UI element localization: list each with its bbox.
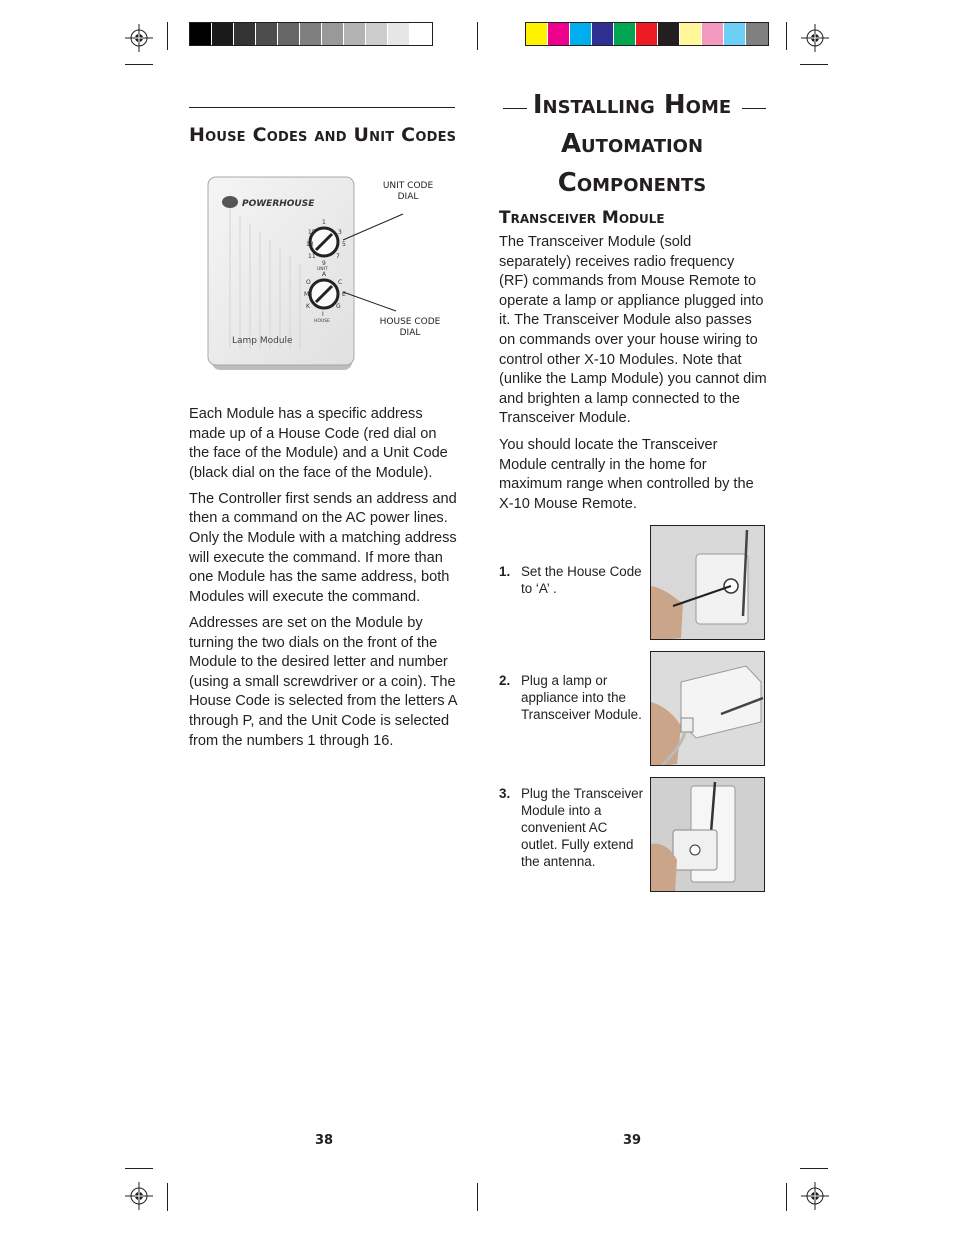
color-swatch [344,23,366,45]
color-swatch [614,23,636,45]
process-color-bar [525,22,769,46]
svg-text:G: G [336,303,341,310]
photo-plug-outlet [650,777,765,892]
svg-text:K: K [306,303,310,310]
color-swatch [724,23,746,45]
photo-set-house-code [650,525,765,640]
registration-mark-icon [125,24,153,52]
section-heading: Transceiver Module [499,208,665,228]
title-line: Installing Home [532,90,732,120]
step-item [499,785,647,870]
svg-text:E: E [342,291,346,298]
paragraph: Addresses are set on the Module by turning the two dials on the front of the Module to the desired letter and number (using a small screwdriver or a coin). The House Code is selected from the letters A through P, and the Unit Code is selected from the numbers 1 through 16. [189,614,457,749]
step-text: Plug the Transceiver Module into a convenient AC outlet. Fully extend the antenna. [521,786,644,869]
svg-text:7: 7 [336,253,340,260]
grayscale-color-bar [189,22,433,46]
step-number: 2. [499,673,511,688]
paragraph: The Controller first sends an address and then a command on the AC power lines. Only the Module with a matching address will execute the command. If more than one Module has the same address, both Modules will execute the command. [189,490,457,605]
registration-mark-icon [125,1182,153,1210]
left-body-text [189,405,459,758]
crop-mark [800,64,828,65]
paragraph: You should locate the Transceiver Module centrally in the home for maximum range when controlled by the X-10 Mouse Remote. [499,436,754,512]
device-label: Lamp Module [232,336,293,346]
color-swatch [570,23,592,45]
svg-text:A: A [322,271,327,278]
color-swatch [322,23,344,45]
svg-text:M: M [304,291,310,298]
crop-mark [167,22,168,50]
color-swatch [256,23,278,45]
color-swatch [300,23,322,45]
color-swatch [366,23,388,45]
paragraph: Each Module has a specific address made up of a House Code (red dial on the face of the Module) and a Unit Code (black dial on the face of the Module). [189,406,448,481]
registration-mark-icon [801,24,829,52]
title-line: Automation [560,129,704,159]
svg-text:3: 3 [338,229,342,236]
svg-text:1: 1 [322,219,326,226]
house-code-dial-callout: HOUSE CODE DIAL [379,317,441,338]
svg-text:15: 15 [308,229,316,236]
crop-mark [125,1168,153,1169]
crop-mark [800,1168,828,1169]
title-line: Components [557,168,707,198]
color-swatch [278,23,300,45]
svg-text:9: 9 [322,260,326,267]
registration-mark-icon [801,1182,829,1210]
color-swatch [526,23,548,45]
svg-text:11: 11 [308,253,316,260]
svg-text:O: O [306,279,311,286]
svg-text:5: 5 [342,241,346,248]
step-number: 3. [499,786,511,801]
color-swatch [636,23,658,45]
crop-mark [125,64,153,65]
brand-logo: POWERHOUSE [242,199,315,209]
heading-rule [189,107,455,108]
color-swatch [234,23,256,45]
step-text: Set the House Code to ‘A’ . [521,564,642,596]
page-number-left: 38 [315,1133,334,1148]
color-swatch [388,23,410,45]
svg-text:I: I [322,311,324,318]
crop-mark [786,1183,787,1211]
section-heading: House Codes and Unit Codes [189,124,457,146]
step-item [499,563,647,597]
crop-mark [786,22,787,50]
color-swatch [548,23,570,45]
step-item [499,672,647,723]
color-swatch [746,23,768,45]
svg-text:13: 13 [306,241,314,248]
step-text: Plug a lamp or appliance into the Transceiver Module. [521,673,642,722]
svg-text:C: C [338,279,343,286]
unit-dial-label: UNIT [317,267,328,272]
right-body-text [499,233,767,521]
color-swatch [410,23,432,45]
page-title [499,86,765,203]
color-swatch [190,23,212,45]
unit-code-dial-callout: UNIT CODE DIAL [382,181,434,202]
page-number-right: 39 [623,1133,642,1148]
step-number: 1. [499,564,511,579]
color-swatch [212,23,234,45]
crop-mark [477,22,478,50]
paragraph: The Transceiver Module (sold separately) receives radio frequency (RF) commands from Mouse Remote to operate a lamp or appliance plugged into it. The Transceiver Module also passes on commands over your house wiring to control other X-10 Modules. Note that (unlike the Lamp Module) you cannot dim and brighten a lamp connected to the Transceiver Module. [499,234,767,427]
crop-mark [477,1183,478,1211]
photo-plug-lamp [650,651,765,766]
house-dial-label: HOUSE [314,319,330,324]
crop-mark [167,1183,168,1211]
color-swatch [680,23,702,45]
color-swatch [658,23,680,45]
color-swatch [702,23,724,45]
color-swatch [592,23,614,45]
